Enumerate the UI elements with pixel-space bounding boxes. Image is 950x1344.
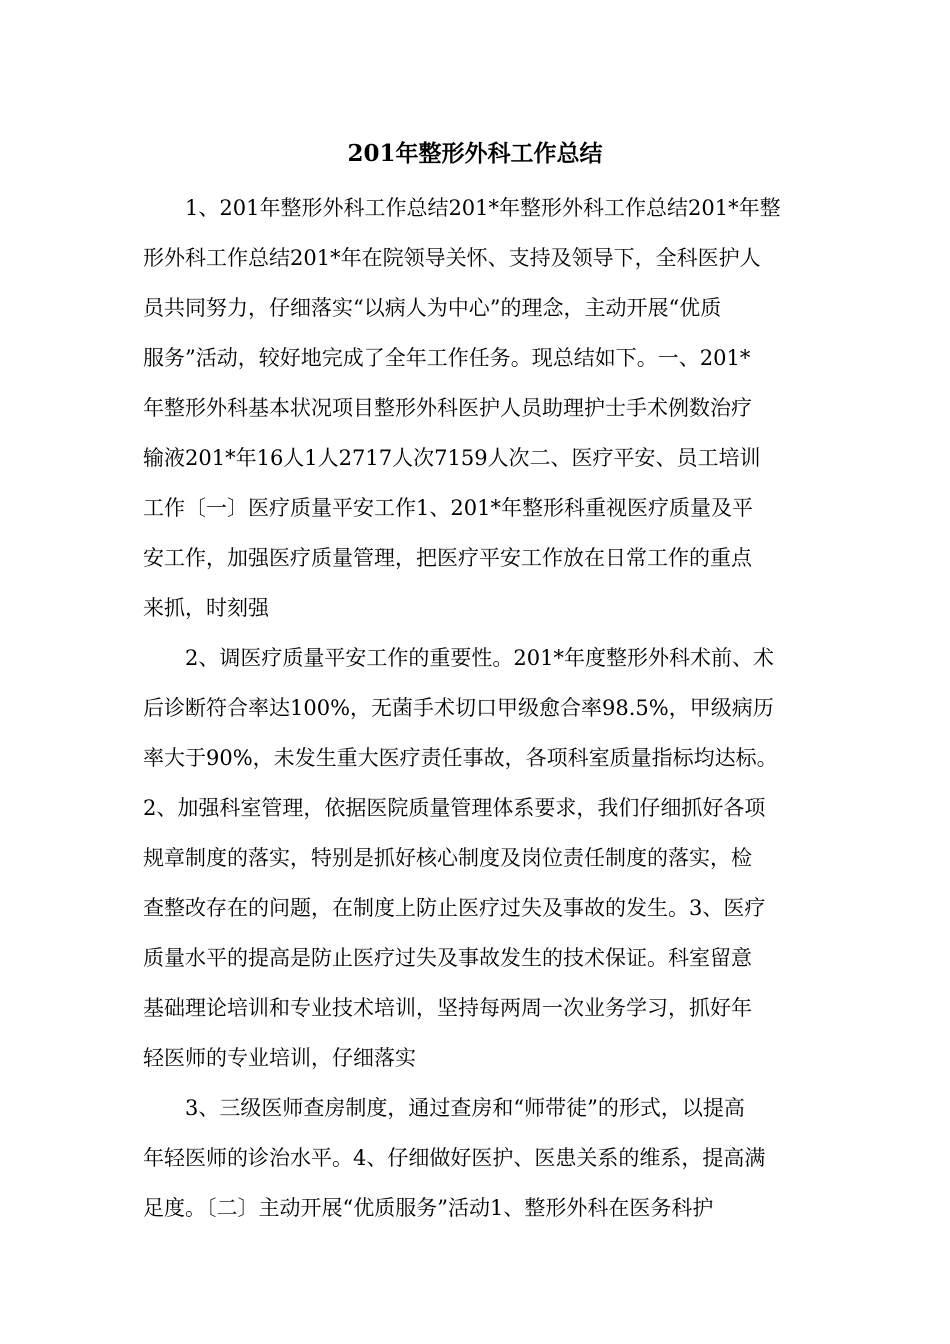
- text-line: 2、调医疗质量平安工作的重要性。201*年度整形外科术前、术: [143, 646, 774, 670]
- text-line: 基础理论培训和专业技术培训，坚持每两周一次业务学习，抓好年: [143, 996, 752, 1020]
- text-line: 来抓，时刻强: [143, 596, 269, 620]
- text-line: 员共同努力，仔细落实“以病人为中心”的理念，主动开展“优质: [143, 296, 722, 320]
- paragraph-1: [143, 183, 807, 633]
- paragraph-2: [143, 633, 807, 1083]
- text-line: 服务”活动，较好地完成了全年工作任务。现总结如下。一、201*: [143, 346, 751, 370]
- text-line: 安工作，加强医疗质量管理，把医疗平安工作放在日常工作的重点: [143, 546, 752, 570]
- text-line: 规章制度的落实，特别是抓好核心制度及岗位责任制度的落实，检: [143, 846, 752, 870]
- text-line: 1、201年整形外科工作总结201*年整形外科工作总结201*年整: [143, 196, 781, 220]
- text-line: 查整改存在的问题，在制度上防止医疗过失及事故的发生。3、医疗: [143, 896, 766, 920]
- text-line: 形外科工作总结201*年在院领导关怀、支持及领导下，全科医护人: [143, 246, 761, 270]
- paragraph-3: [143, 1083, 807, 1233]
- text-line: 工作〔一〕医疗质量平安工作1、201*年整形科重视医疗质量及平: [143, 496, 753, 520]
- text-line: 年整形外科基本状况项目整形外科医护人员助理护士手术例数治疗: [143, 396, 752, 420]
- document-title: 201年整形外科工作总结: [347, 140, 603, 167]
- text-line: 3、三级医师查房制度，通过查房和“师带徒”的形式，以提高: [143, 1096, 745, 1120]
- text-line: 质量水平的提高是防止医疗过失及事故发生的技术保证。科室留意: [143, 946, 752, 970]
- text-line: 年轻医师的诊治水平。4、仔细做好医护、医患关系的维系，提高满: [143, 1146, 766, 1170]
- text-line: 2、加强科室管理，依据医院质量管理体系要求，我们仔细抓好各项: [143, 796, 766, 820]
- text-line: 足度。〔二〕主动开展“优质服务”活动1、整形外科在医务科护: [143, 1196, 714, 1220]
- text-line: 轻医师的专业培训，仔细落实: [143, 1046, 416, 1070]
- document-body: [143, 183, 807, 1233]
- text-line: 率大于90%，未发生重大医疗责任事故，各项科室质量指标均达标。: [143, 746, 778, 770]
- text-line: 后诊断符合率达100%，无菌手术切口甲级愈合率98.5%，甲级病历: [143, 696, 774, 720]
- text-line: 输液201*年16人1人2717人次7159人次二、医疗平安、员工培训: [143, 446, 761, 470]
